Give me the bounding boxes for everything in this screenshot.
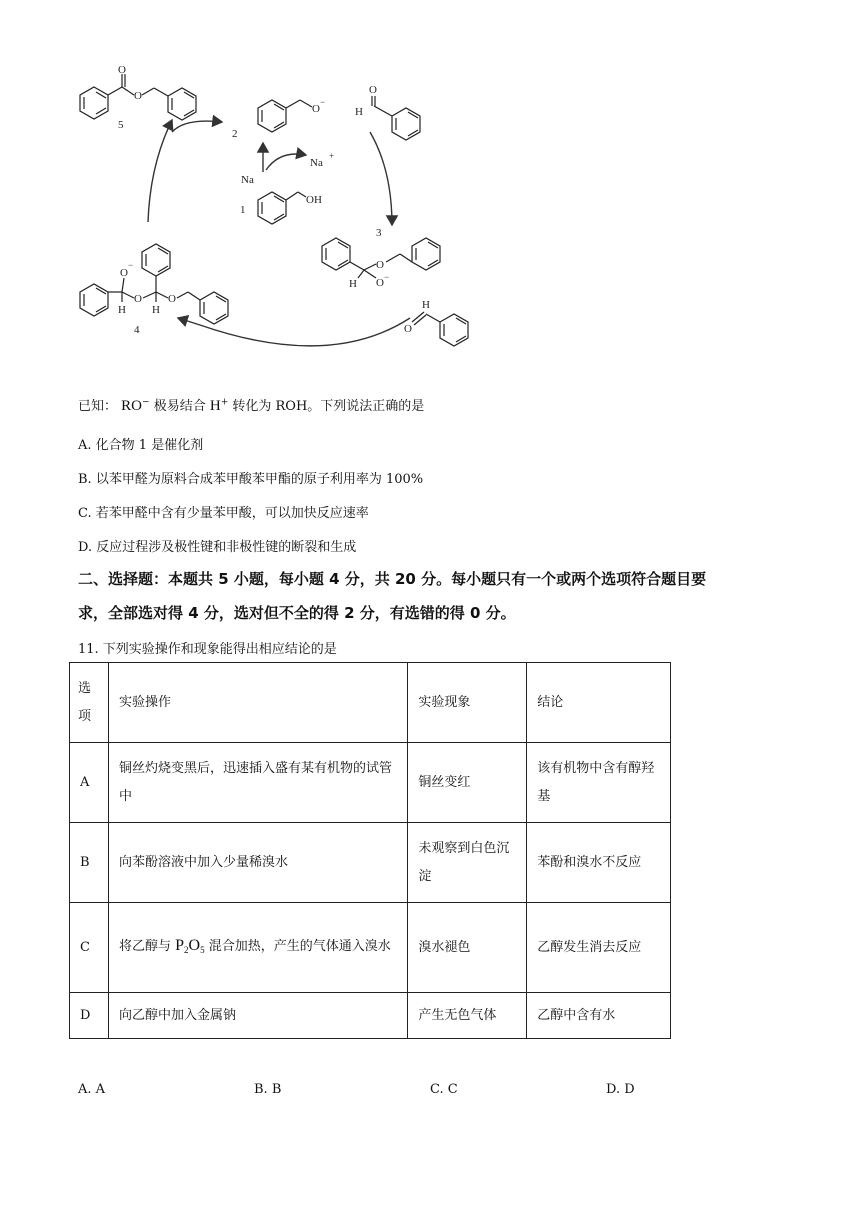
label-o: O [118, 64, 126, 76]
compound-1-label: 1 [240, 204, 246, 216]
row-b-phenomenon: 未观察到白色沉淀 [408, 823, 527, 903]
section-2-heading-line2: 求，全部选对得 4 分，选对但不全的得 2 分，有选错的得 0 分。 [78, 604, 516, 622]
compound-2-label: 2 [232, 128, 238, 140]
table-row [70, 903, 671, 993]
compound-2-structure [232, 97, 325, 140]
reaction-cycle-diagram [0, 0, 860, 380]
label-o: O [376, 259, 384, 271]
q10-option-c[interactable]: C. 若苯甲醛中含有少量苯甲酸，可以加快反应速率 [78, 506, 369, 521]
q10-option-b[interactable]: B. 以苯甲醛为原料合成苯甲酸苯甲酯的原子利用率为 100% [78, 472, 424, 487]
table-row [70, 993, 671, 1039]
p-subscript: 2 [184, 944, 189, 955]
label-o: O [312, 103, 320, 115]
q10-option-d[interactable]: D. 反应过程涉及极性键和非极性键的断裂和生成 [78, 540, 357, 555]
h-charge: + [220, 397, 229, 408]
compound-4-structure [80, 244, 228, 336]
compound-5-structure [80, 64, 196, 131]
known-mid: 极易结合 [153, 399, 206, 414]
label-h: H [118, 304, 126, 316]
row-option-c: C [70, 903, 109, 993]
row-option-a: A [70, 743, 109, 823]
label-h: H [422, 299, 430, 311]
q11-answer-d[interactable]: D. D [606, 1082, 635, 1097]
sodium-step [241, 143, 334, 186]
row-b-operation: 向苯酚溶液中加入少量稀溴水 [108, 823, 407, 903]
label-h: H [152, 304, 160, 316]
p-symbol: P [175, 936, 185, 954]
table-row [70, 743, 671, 823]
o-symbol: O [188, 936, 201, 954]
o-subscript: 5 [200, 944, 205, 955]
header-phenomenon: 实验现象 [408, 663, 527, 743]
label-minus: − [320, 97, 326, 107]
label-o: O [134, 90, 142, 102]
row-d-phenomenon: 产生无色气体 [408, 993, 527, 1039]
known-statement [78, 395, 424, 415]
compound-3-structure [322, 227, 440, 290]
known-prefix: 已知： [78, 399, 118, 414]
row-a-conclusion: 该有机物中含有醇羟基 [527, 743, 671, 823]
known-suffix: 转化为 ROH。下列说法正确的是 [232, 399, 425, 414]
label-o: O [134, 293, 142, 305]
label-na-plus: Na [310, 157, 323, 169]
label-o: O [369, 84, 377, 96]
arrow-to-3 [370, 132, 392, 225]
row-option-d: D [70, 993, 109, 1039]
q11-answer-b[interactable]: B. B [254, 1082, 282, 1097]
label-o: O [376, 277, 384, 289]
header-operation: 实验操作 [108, 663, 407, 743]
compound-1-structure [240, 192, 322, 224]
label-h: H [355, 106, 363, 118]
label-h: H [349, 278, 357, 290]
label-minus: − [128, 260, 134, 270]
arrow-to-2 [172, 121, 222, 132]
row-d-conclusion: 乙醇中含有水 [527, 993, 671, 1039]
experiment-table [69, 662, 671, 1039]
benzaldehyde-top-structure [355, 84, 420, 140]
arrow-to-4 [178, 318, 410, 346]
row-a-phenomenon: 铜丝变红 [408, 743, 527, 823]
row-c-op-suffix: 混合加热，产生的气体通入溴水 [208, 938, 391, 954]
label-plus: + [329, 151, 335, 161]
table-row [70, 823, 671, 903]
label-oh: OH [306, 194, 322, 206]
label-o: O [120, 267, 128, 279]
label-o: O [404, 323, 412, 335]
h-formula: H [209, 398, 221, 414]
row-d-operation: 向乙醇中加入金属钠 [108, 993, 407, 1039]
ro-charge: − [142, 397, 150, 408]
header-option: 选项 [70, 663, 109, 743]
label-minus: − [384, 272, 390, 282]
q11-answer-a[interactable]: A. A [78, 1082, 106, 1097]
q11-stem: 11. 下列实验操作和现象能得出相应结论的是 [78, 642, 337, 657]
benzaldehyde-bottom-structure [404, 299, 468, 346]
section-2-heading-line1: 二、选择题：本题共 5 小题，每小题 4 分，共 20 分。每小题只有一个或两个选项符合题目要 [78, 570, 707, 588]
row-b-conclusion: 苯酚和溴水不反应 [527, 823, 671, 903]
label-na: Na [241, 174, 254, 186]
compound-3-label: 3 [376, 227, 382, 239]
row-option-b: B [70, 823, 109, 903]
ro-formula: RO [121, 398, 142, 414]
row-a-operation: 铜丝灼烧变黑后，迅速插入盛有某有机物的试管中 [108, 743, 407, 823]
q10-option-a[interactable]: A. 化合物 1 是催化剂 [78, 438, 204, 453]
row-c-conclusion: 乙醇发生消去反应 [527, 903, 671, 993]
row-c-op-prefix: 将乙醇与 [118, 938, 171, 954]
header-conclusion: 结论 [527, 663, 671, 743]
q11-answer-c[interactable]: C. C [430, 1082, 458, 1097]
arrow-to-5 [148, 120, 172, 222]
compound-4-label: 4 [134, 324, 140, 336]
row-c-phenomenon: 溴水褪色 [408, 903, 527, 993]
table-header-row [70, 663, 671, 743]
row-c-operation [108, 903, 407, 993]
label-o: O [168, 293, 176, 305]
compound-5-label: 5 [118, 119, 124, 131]
p2o5-formula [175, 937, 204, 954]
